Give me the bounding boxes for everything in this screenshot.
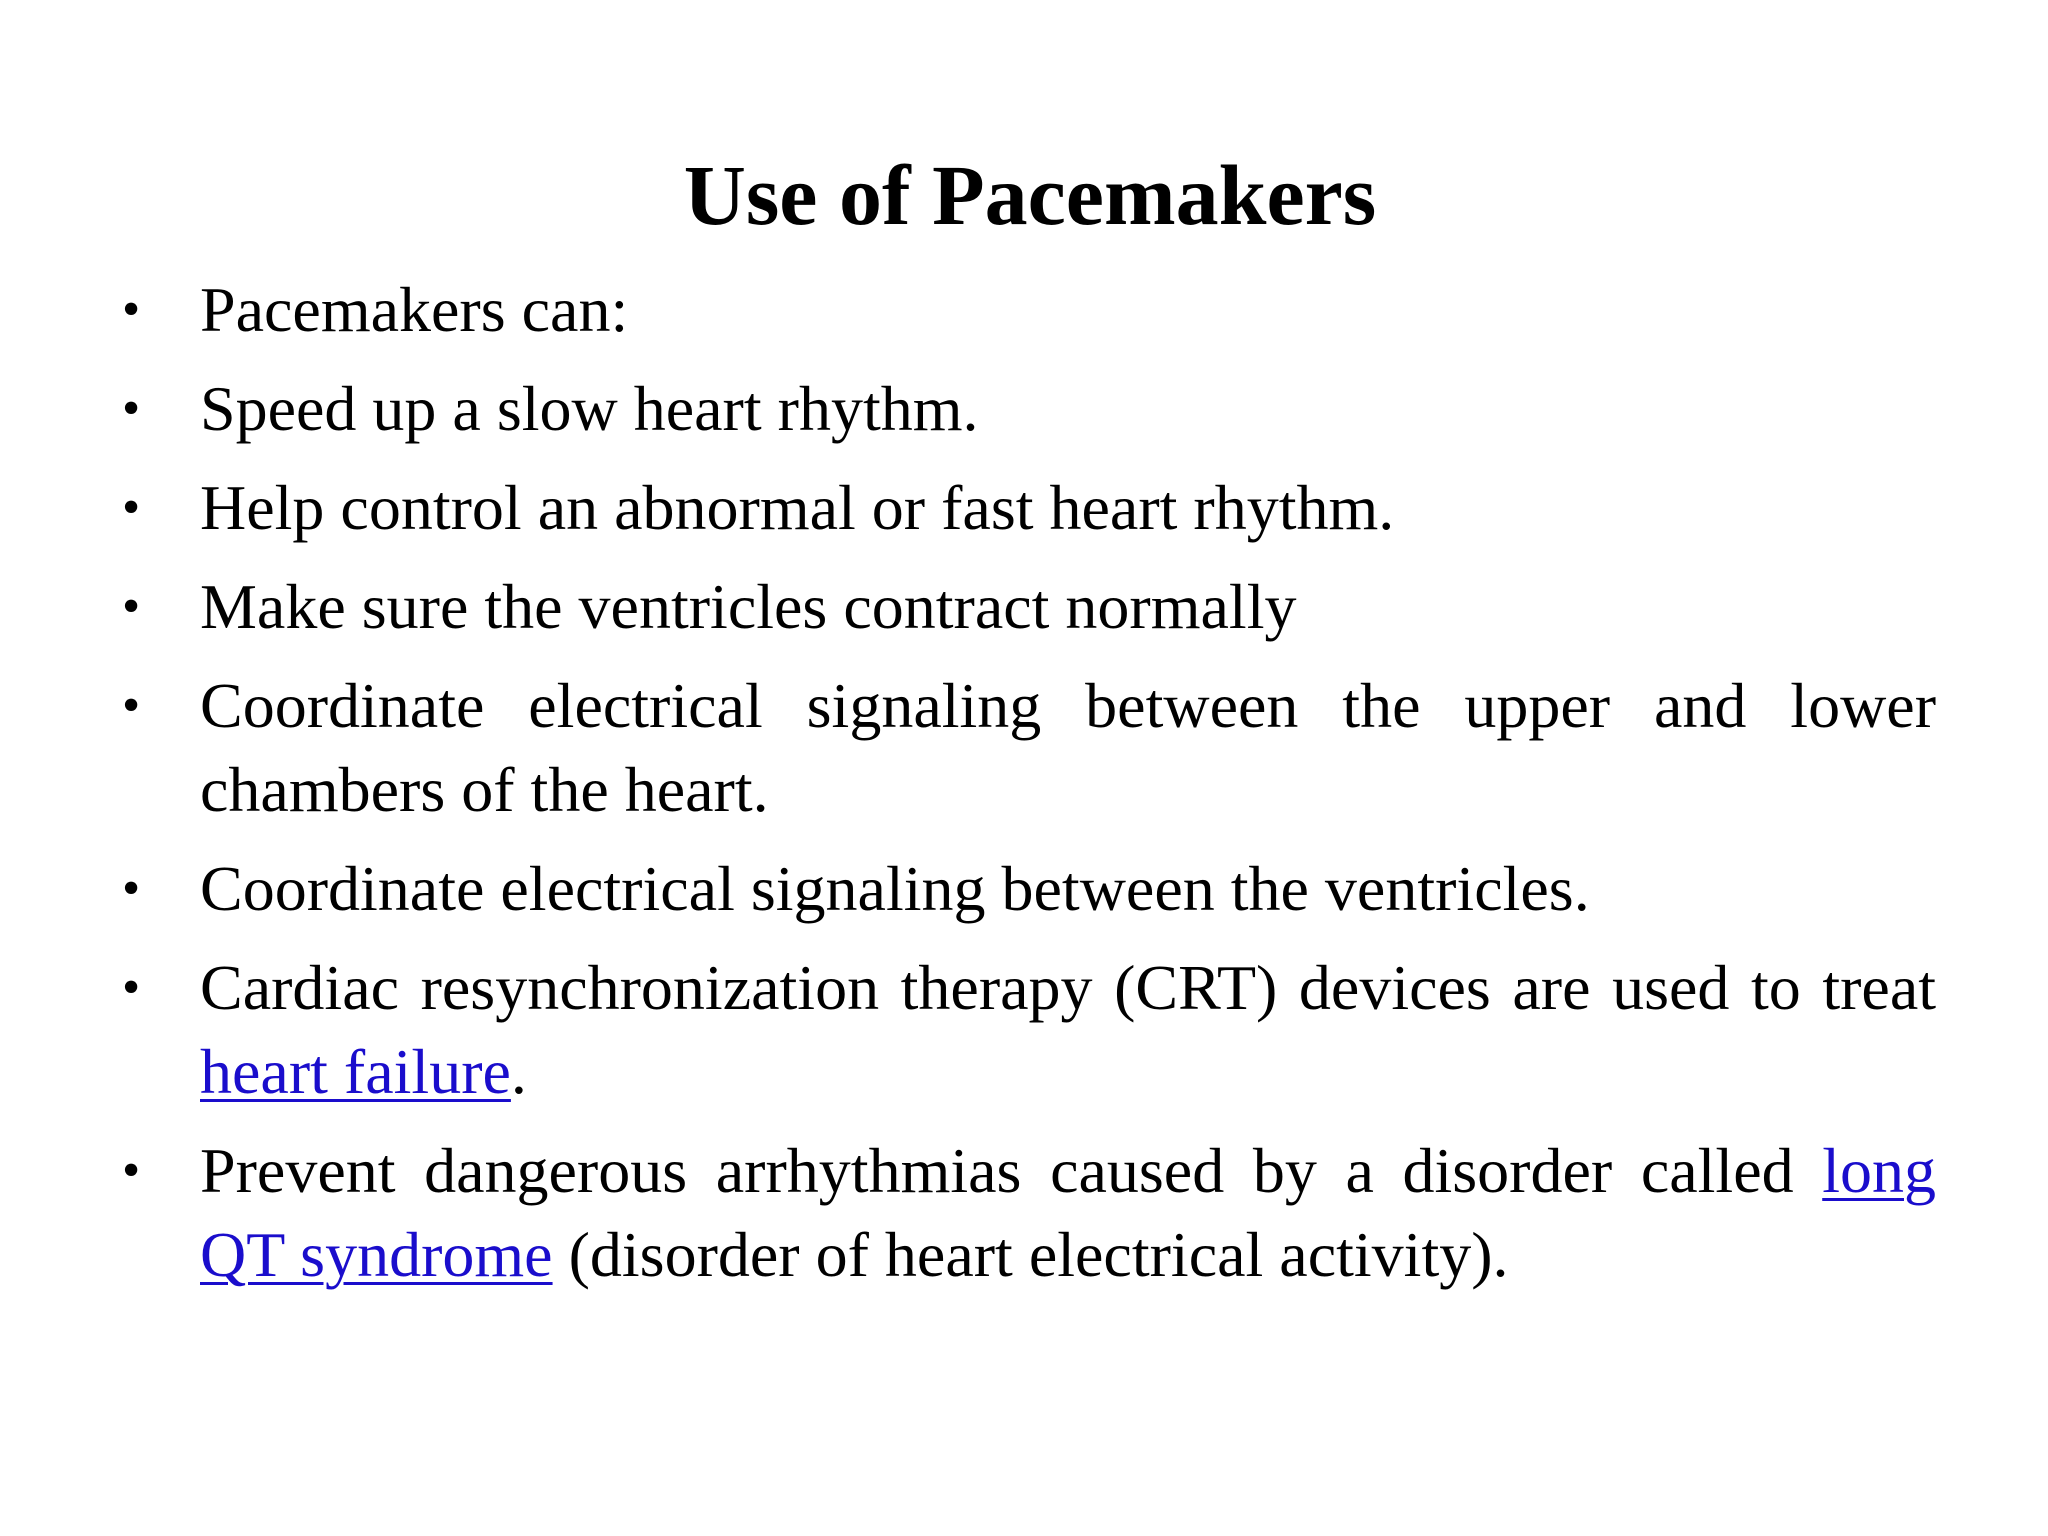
bullet-item xyxy=(122,1129,1936,1297)
bullet-dot-icon: • xyxy=(122,860,141,917)
bullet-text: Cardiac resynchronization therapy (CRT) devices are used to treat xyxy=(200,952,1936,1023)
bullet-dot-icon: • xyxy=(122,479,141,536)
bullet-text-end: (disorder of heart electrical activity). xyxy=(552,1219,1509,1290)
bullet-text: Prevent dangerous arrhythmias caused by a disorder called xyxy=(200,1135,1823,1206)
bullet-list xyxy=(122,268,1936,1312)
bullet-item xyxy=(122,664,1936,832)
bullet-item xyxy=(122,367,1936,451)
long-qt-syndrome-link[interactable]: long QT syndrome xyxy=(200,1135,1936,1290)
bullet-item xyxy=(122,847,1936,931)
bullet-dot-icon: • xyxy=(122,1142,141,1199)
heart-failure-link[interactable]: heart failure xyxy=(200,1036,511,1107)
bullet-item xyxy=(122,268,1936,352)
bullet-text: Speed up a slow heart rhythm. xyxy=(200,373,979,444)
bullet-dot-icon: • xyxy=(122,959,141,1016)
bullet-dot-icon: • xyxy=(122,380,141,437)
slide-title: Use of Pacemakers xyxy=(683,147,1377,243)
bullet-text: Help control an abnormal or fast heart rhythm. xyxy=(200,472,1395,543)
bullet-text: Coordinate electrical signaling between the ventricles. xyxy=(200,853,1590,924)
bullet-item xyxy=(122,565,1936,649)
bullet-item xyxy=(122,466,1936,550)
bullet-dot-icon: • xyxy=(122,578,141,635)
bullet-text: Pacemakers can: xyxy=(200,274,629,345)
bullet-text: Coordinate electrical signaling between the upper and lower chambers of the heart. xyxy=(200,670,1936,825)
bullet-item xyxy=(122,946,1936,1114)
bullet-dot-icon: • xyxy=(122,677,141,734)
bullet-dot-icon: • xyxy=(122,281,141,338)
bullet-text: Make sure the ventricles contract normally xyxy=(200,571,1297,642)
bullet-text-end: . xyxy=(510,1036,527,1107)
